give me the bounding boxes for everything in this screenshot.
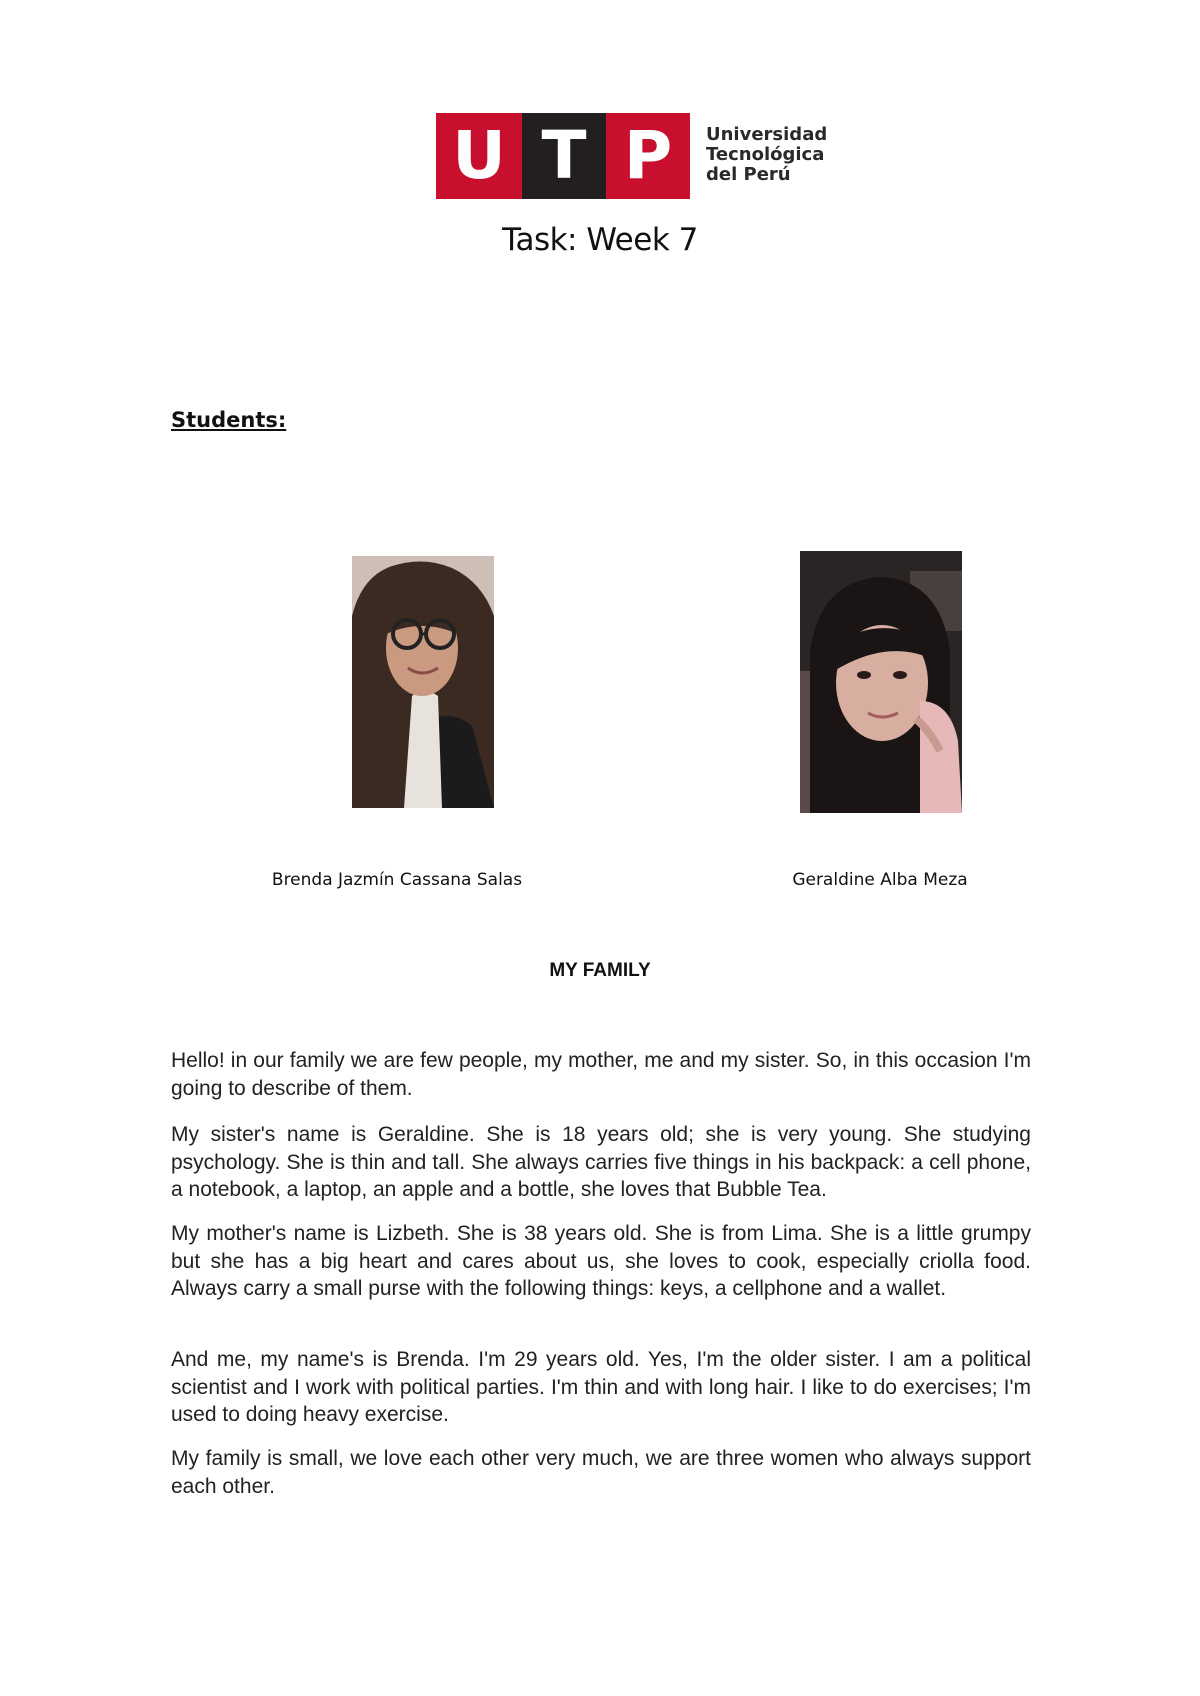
paragraph: My mother's name is Lizbeth. She is 38 years old. She is from Lima. She is a little grumpy but she has a big heart and cares about us, she loves to cook, especially criolla food. Always carry a small purse with the following things: keys, a cellphone and a wallet.: [171, 1222, 1031, 1300]
logo-wordmark: [706, 125, 836, 185]
logo-block-p: [606, 113, 690, 199]
logo-letter-u: U: [452, 117, 506, 194]
logo-word-2: Tecnológica: [706, 144, 825, 165]
paragraph: And me, my name's is Brenda. I'm 29 years old. Yes, I'm the older sister. I am a political scientist and I work with political parties. I'm thin and with long hair. I like to do exercises; I'm used to doing heavy exercise.: [171, 1348, 1031, 1426]
logo-letter-t: T: [541, 117, 587, 194]
paragraph: My sister's name is Geraldine. She is 18 years old; she is very young. She studying psychology. She is thin and tall. She always carries five things in his backpack: a cell phone, a notebook, a laptop, an apple and a bottle, she loves that Bubble Tea.: [171, 1123, 1031, 1201]
student-name-brenda: Brenda Jazmín Cassana Salas: [271, 870, 523, 890]
paragraph: Hello! in our family we are few people, my mother, me and my sister. So, in this occasion I'm going to describe of them.: [171, 1049, 1031, 1100]
logo-block-u: [436, 113, 522, 199]
students-label: Students:: [171, 408, 287, 432]
paragraph: My family is small, we love each other very much, we are three women who always support each other.: [171, 1447, 1031, 1498]
student-name-geraldine: Geraldine Alba Meza: [792, 870, 968, 890]
page-title: Task: Week 7: [502, 222, 698, 258]
section-heading: MY FAMILY: [549, 960, 651, 981]
utp-logo: [436, 113, 826, 199]
student-photo-geraldine: [800, 551, 962, 813]
student-photo-brenda: [352, 556, 494, 808]
logo-word-1: Universidad: [706, 124, 828, 145]
logo-block-t: [522, 113, 606, 199]
logo-letter-p: P: [623, 117, 673, 194]
logo-word-3: del Perú: [706, 164, 791, 185]
